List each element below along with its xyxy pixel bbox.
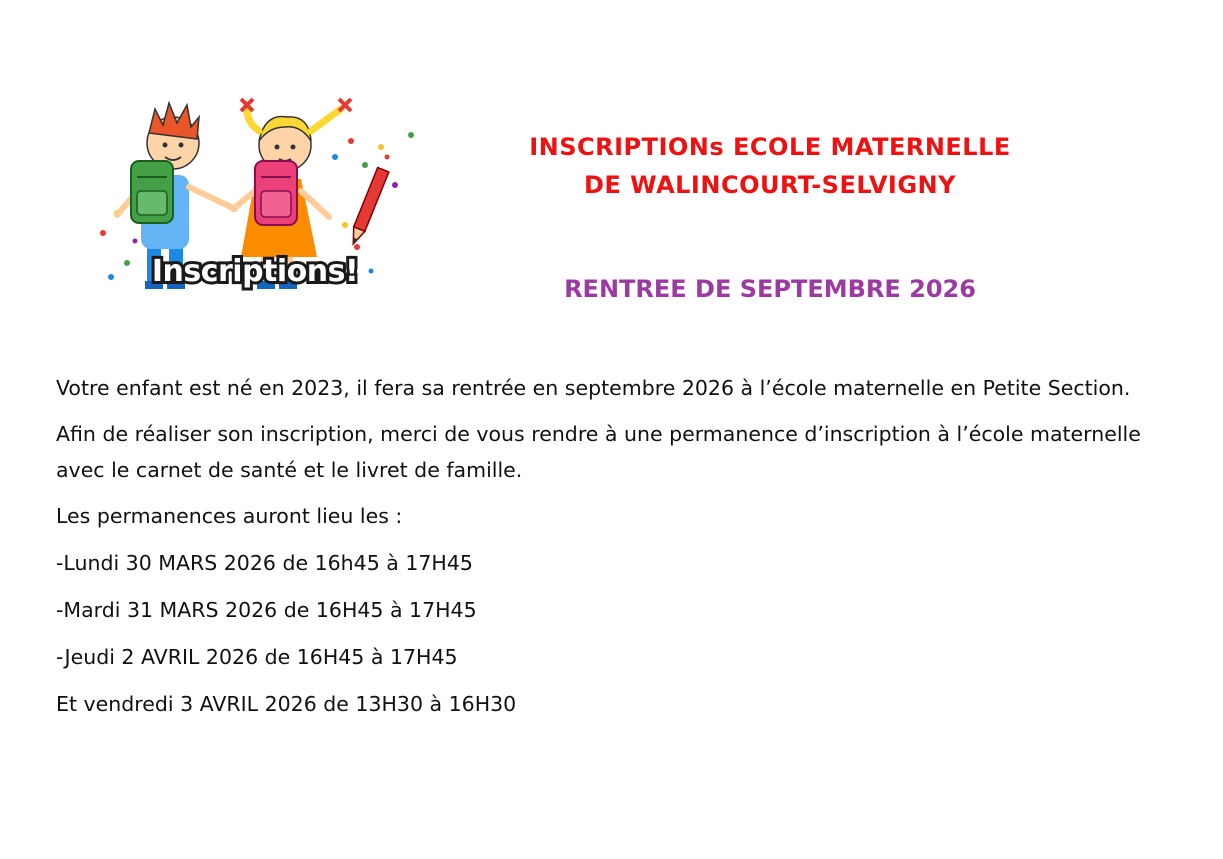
announcement-body (56, 370, 1166, 733)
session-item: Et vendredi 3 AVRIL 2026 de 13H30 à 16H30 (56, 692, 517, 716)
title-line-2: DE WALINCOURT-SELVIGNY (584, 171, 956, 199)
title-line-1: INSCRIPTIONs ECOLE MATERNELLE (529, 133, 1011, 161)
page-subtitle: RENTREE DE SEPTEMBRE 2026 (564, 275, 976, 303)
session-item: -Mardi 31 MARS 2026 de 16H45 à 17H45 (56, 598, 477, 622)
inscriptions-illustration (95, 95, 420, 300)
inscriptions-badge: Inscriptions! (151, 254, 359, 289)
session-item: -Jeudi 2 AVRIL 2026 de 16H45 à 17H45 (56, 645, 458, 669)
page-title (490, 128, 1050, 204)
paragraph-instructions: Afin de réaliser son inscription, merci de vous rendre à une permanence d’inscription à l’école maternelle avec le carnet de santé et le livret de famille. (56, 422, 1141, 482)
paragraph-sessions-intro: Les permanences auront lieu les : (56, 504, 403, 528)
paragraph-enrollment: Votre enfant est né en 2023, il fera sa rentrée en septembre 2026 à l’école maternelle en Petite Section. (56, 376, 1131, 400)
session-item: -Lundi 30 MARS 2026 de 16h45 à 17H45 (56, 551, 473, 575)
